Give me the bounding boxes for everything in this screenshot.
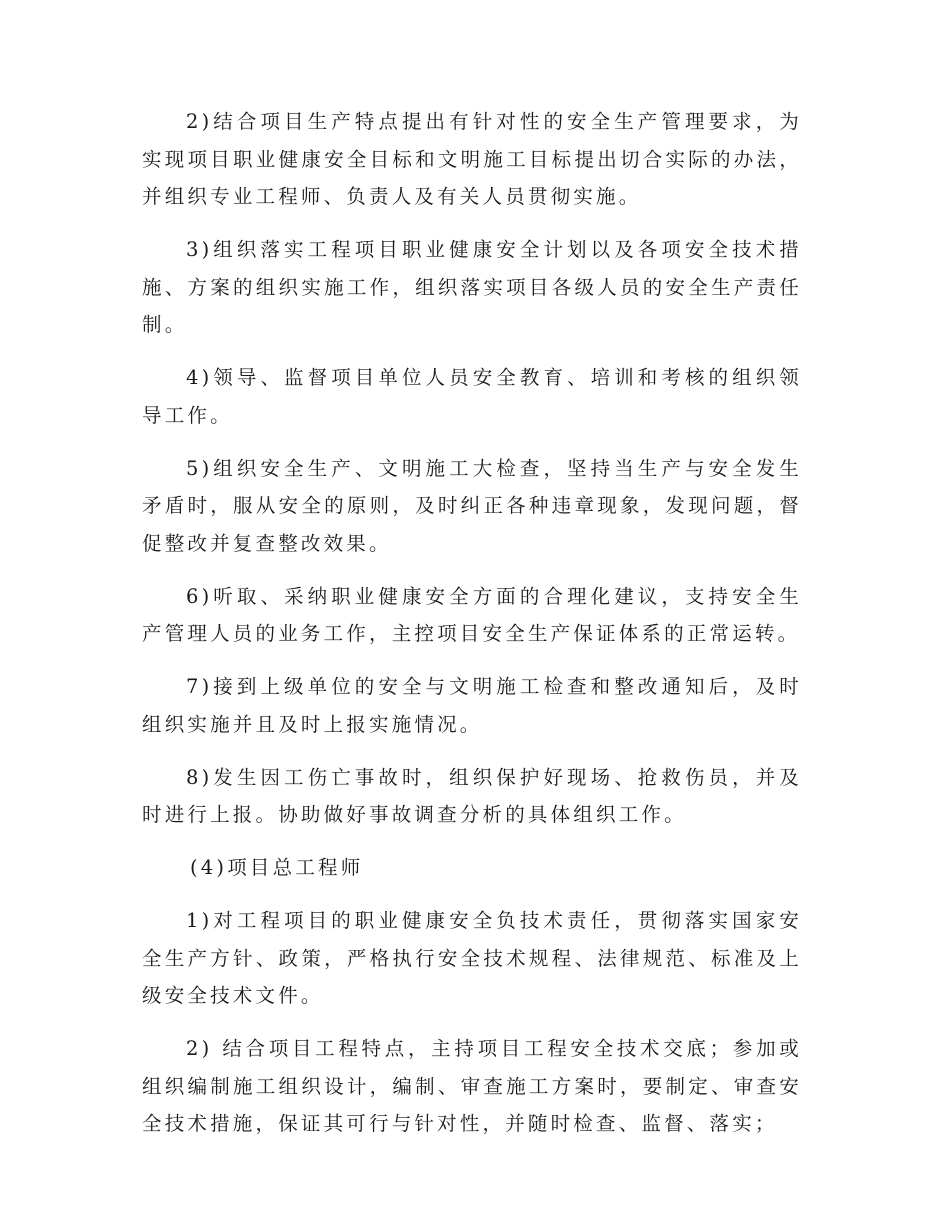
paragraph-engineer-duty-1: 1)对工程项目的职业健康安全负技术责任，贯彻落实国家安全生产方针、政策，严格执行安全技术规程、法律规范、标准及上级安全技术文件。 bbox=[142, 909, 802, 1007]
section-heading-chief-engineer: (4)项目总工程师 bbox=[190, 856, 364, 879]
paragraph-duty-2: 2)结合项目生产特点提出有针对性的安全生产管理要求，为实现项目职业健康安全目标和文明施工目标提出切合实际的办法，并组织专业工程师、负责人及有关人员贯彻实施。 bbox=[142, 110, 802, 208]
paragraph-duty-8: 8)发生因工伤亡事故时，组织保护好现场、抢救伤员，并及时进行上报。协助做好事故调查分析的具体组织工作。 bbox=[142, 765, 802, 826]
paragraph-duty-3: 3)组织落实工程项目职业健康安全计划以及各项安全技术措施、方案的组织实施工作，组织落实项目各级人员的安全生产责任制。 bbox=[142, 238, 802, 336]
document-body bbox=[142, 103, 802, 1158]
paragraph-duty-5: 5)组织安全生产、文明施工大检查，坚持当生产与安全发生矛盾时，服从安全的原则，及时纠正各种违章现象，发现问题，督促整改并复查整改效果。 bbox=[142, 456, 802, 555]
paragraph-duty-7: 7)接到上级单位的安全与文明施工检查和整改通知后，及时组织实施并且及时上报实施情况。 bbox=[142, 675, 802, 736]
paragraph-duty-6: 6)听取、采纳职业健康安全方面的合理化建议，支持安全生产管理人员的业务工作，主控项目安全生产保证体系的正常运转。 bbox=[142, 584, 802, 645]
paragraph-duty-4: 4)领导、监督项目单位人员安全教育、培训和考核的组织领导工作。 bbox=[142, 366, 802, 427]
paragraph-engineer-duty-2: 2) 结合项目工程特点，主持项目工程安全技术交底；参加或组织编制施工组织设计，编制、审查施工方案时，要制定、审查安全技术措施，保证其可行与针对性，并随时检查、监督、落实； bbox=[142, 1037, 802, 1135]
